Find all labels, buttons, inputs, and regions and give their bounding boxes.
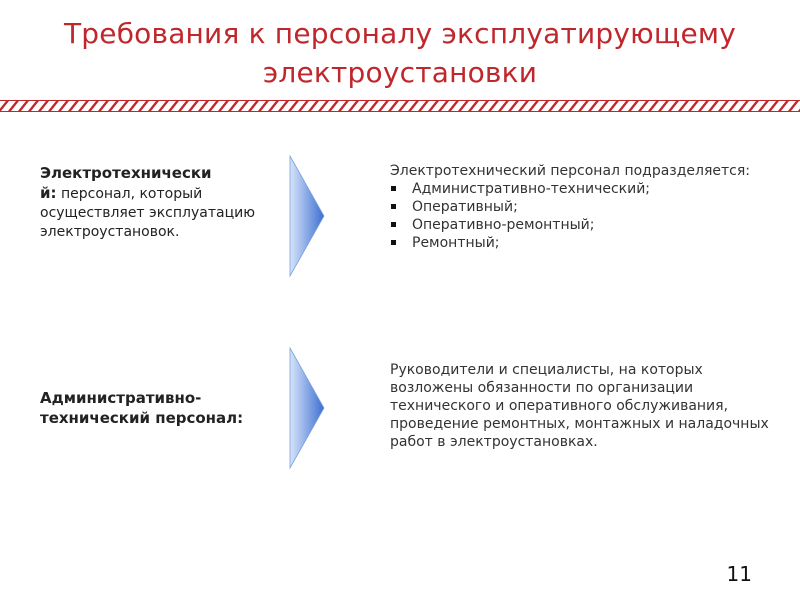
definition-electrotechnical bbox=[40, 164, 255, 242]
definition-administrative-technical: Руководители и специалисты, на которых возложены обязанности по организации технического и оперативного обслуживания, проведение ремонтных, монтажных и наладочных работ в электроустановках. bbox=[390, 362, 769, 450]
chevron-right-icon bbox=[288, 346, 326, 470]
decorative-rope-divider bbox=[0, 99, 800, 113]
list-item: Ремонтный; bbox=[390, 234, 770, 252]
definition-electrotechnical-text: персонал, который осуществляет эксплуатацию электроустановок. bbox=[40, 186, 255, 240]
term-electrotechnical-line-1: Электротехнически bbox=[40, 164, 212, 182]
slide-title-line-1: Требования к персоналу эксплуатирующему bbox=[63, 17, 736, 50]
term-administrative-technical: Административно-технический персонал: bbox=[40, 389, 244, 427]
list-item: Оперативный; bbox=[390, 198, 770, 216]
list-item: Административно-технический; bbox=[390, 180, 770, 198]
slide-title bbox=[0, 14, 800, 92]
term-electrotechnical-line-2: й: bbox=[40, 184, 57, 202]
slide-title-line-2: электроустановки bbox=[262, 56, 538, 89]
chevron-right-icon bbox=[288, 154, 326, 278]
personnel-categories-intro: Электротехнический персонал подразделяется: bbox=[390, 163, 751, 179]
page-number: 11 bbox=[726, 562, 752, 586]
personnel-categories bbox=[390, 162, 770, 252]
personnel-categories-list bbox=[390, 180, 770, 252]
list-item: Оперативно-ремонтный; bbox=[390, 216, 770, 234]
